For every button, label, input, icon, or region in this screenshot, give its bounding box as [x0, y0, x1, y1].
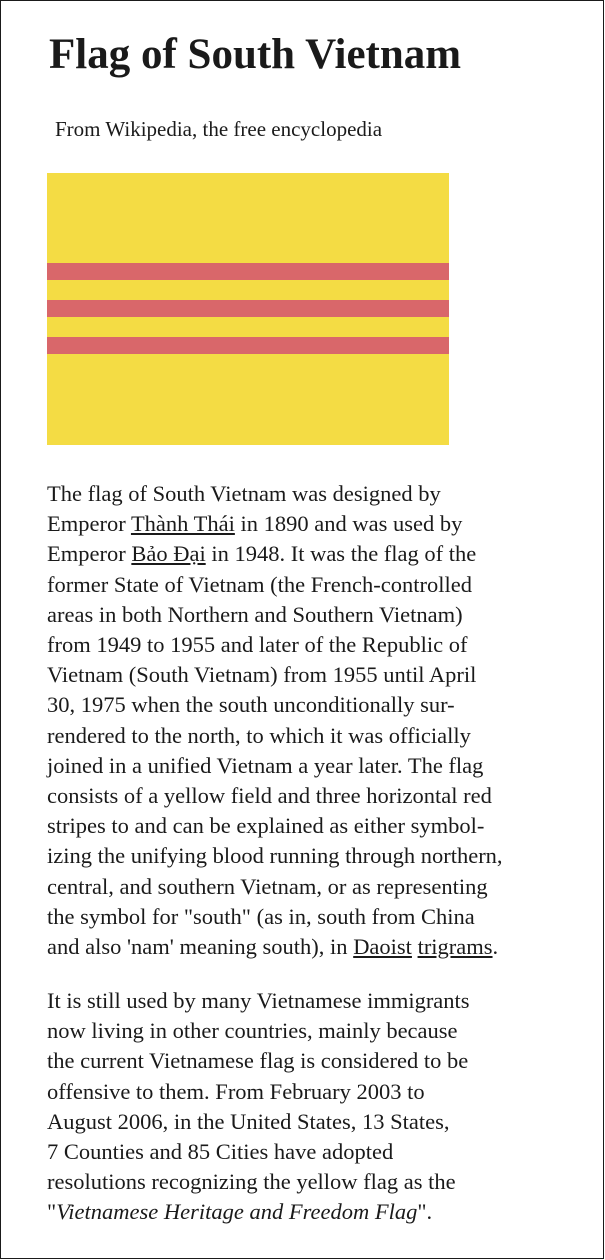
text-segment: Emperor	[47, 511, 131, 537]
text-line: joined in a unified Vietnam a year later. The flag	[47, 752, 484, 778]
flag-red-stripe-bottom	[47, 337, 449, 354]
text-segment: ".	[417, 1199, 433, 1225]
text-line	[47, 932, 577, 962]
text-line: central, and southern Vietnam, or as representing	[47, 873, 488, 899]
text-segment: in 1948. It was the flag of the	[205, 541, 477, 567]
text-line	[47, 539, 577, 569]
text-line: August 2006, in the United States, 13 States,	[47, 1108, 450, 1134]
text-line	[47, 509, 577, 539]
link-daoist[interactable]: Daoist	[353, 934, 412, 960]
link-thanh-thai[interactable]: Thành Thái	[130, 511, 235, 537]
flag-red-stripe-middle	[47, 300, 449, 317]
link-trigrams[interactable]: trigrams	[417, 934, 493, 960]
page-title: Flag of South Vietnam	[49, 31, 462, 78]
text-line: It is still used by many Vietnamese immigrants	[47, 988, 470, 1013]
text-line: offensive to them. From February 2003 to	[47, 1078, 425, 1104]
flag-name-italic: Vietnamese Heritage and Freedom Flag	[56, 1199, 418, 1225]
flag-red-stripe-top	[47, 263, 449, 280]
text-line: stripes to and can be explained as either symbol-	[47, 813, 485, 839]
text-segment: Emperor	[47, 541, 132, 567]
text-line: izing the unifying blood running through northern,	[47, 843, 503, 869]
page-subtitle: From Wikipedia, the free encyclopedia	[55, 117, 383, 141]
text-segment: "	[47, 1199, 57, 1225]
text-line	[47, 1197, 577, 1227]
text-line: The flag of South Vietnam was designed by	[47, 481, 441, 506]
text-line: former State of Vietnam (the French-controlled	[47, 571, 472, 597]
flag-image	[47, 173, 449, 445]
text-segment: .	[492, 934, 499, 960]
paragraph-history	[47, 479, 577, 962]
text-line: consists of a yellow field and three horizontal red	[47, 783, 492, 809]
text-segment: in 1890 and was used by	[234, 511, 463, 537]
paragraph-current-use	[47, 986, 577, 1228]
text-line: the current Vietnamese flag is considered to be	[47, 1048, 469, 1074]
text-line: areas in both Northern and Southern Vietnam)	[47, 601, 463, 627]
text-segment: and also 'nam' meaning south), in	[47, 934, 354, 960]
link-bao-dai[interactable]: Bảo Đại	[131, 541, 206, 567]
text-line: the symbol for "south" (as in, south from China	[47, 903, 475, 929]
text-line: from 1949 to 1955 and later of the Republic of	[47, 632, 468, 658]
text-line: 7 Counties and 85 Cities have adopted	[47, 1139, 394, 1165]
text-line: Vietnam (South Vietnam) from 1955 until April	[47, 662, 477, 688]
text-line: now living in other countries, mainly because	[47, 1018, 458, 1044]
text-line: 30, 1975 when the south unconditionally sur-	[47, 692, 455, 718]
text-line: resolutions recognizing the yellow flag as the	[47, 1169, 456, 1195]
text-line: rendered to the north, to which it was officially	[47, 722, 471, 748]
